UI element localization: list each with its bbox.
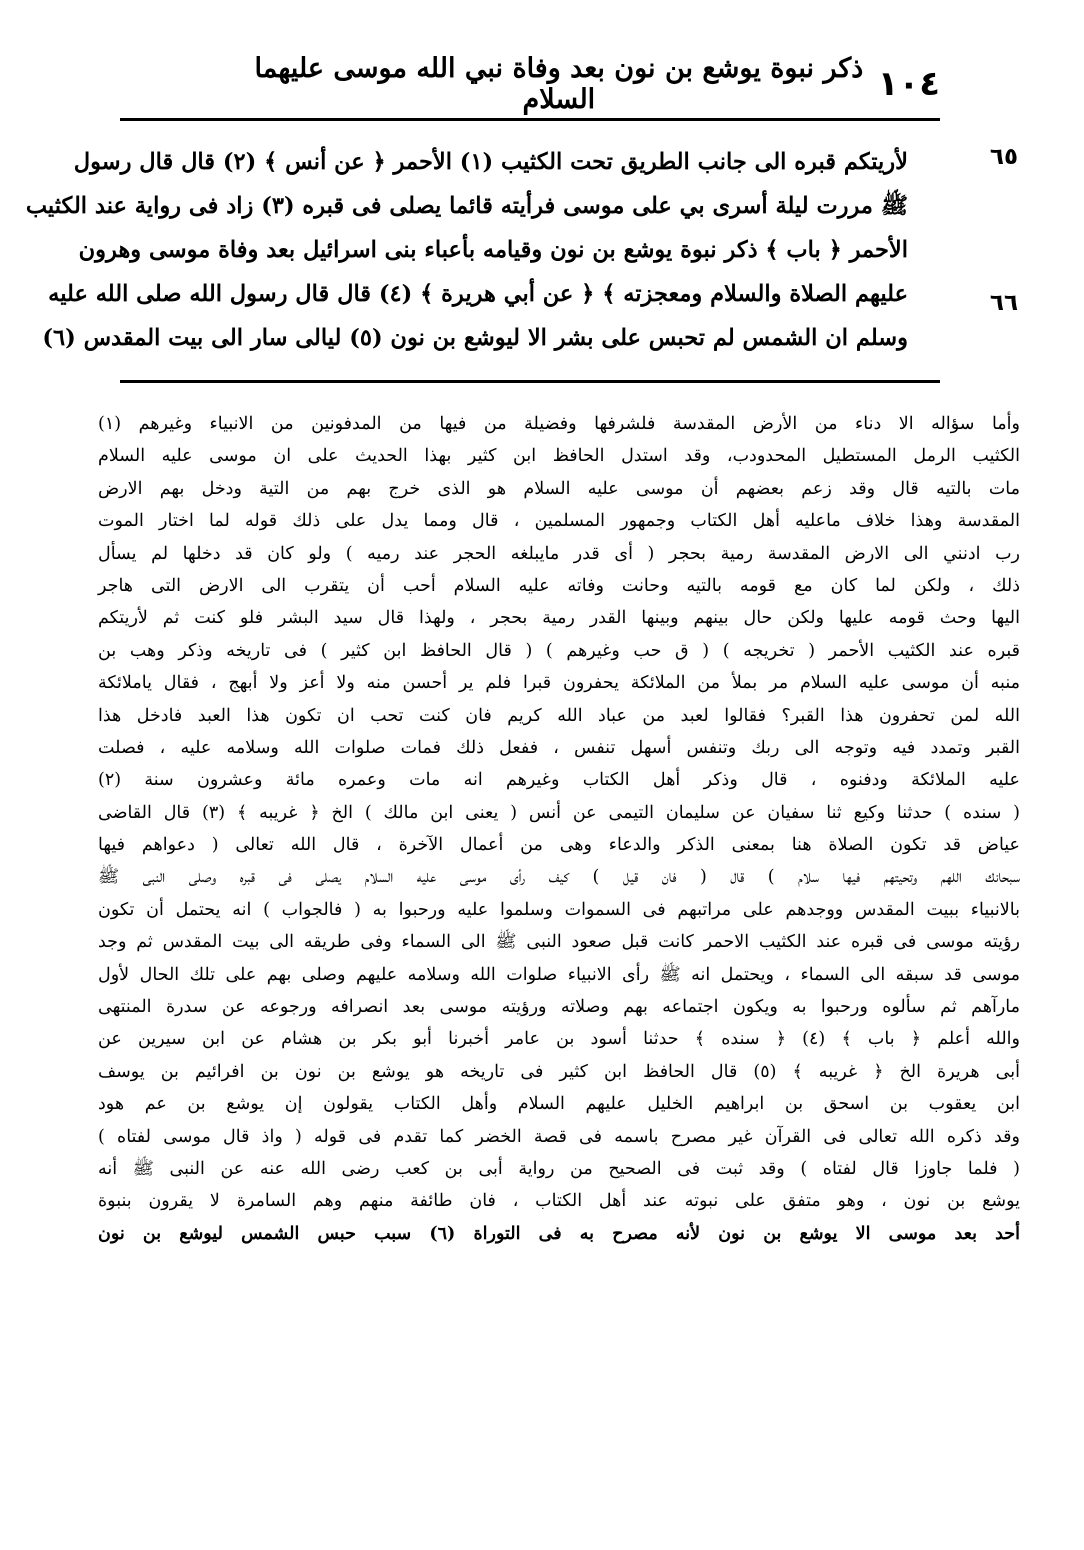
commentary-line: ( فلما جاوزا قال لفتاه ) وقد ثبت فى الصحيح من رواية أبى بن كعب رضى الله عنه عن النبى ﷺ أنه — [98, 1158, 1020, 1179]
commentary-line: الله لمن تحفرون هذا القبر؟ فقالوا لعبد من عباد الله كريم فان كنت تحب ان تكون هذا العبد فادخل هذا — [98, 705, 1020, 726]
commentary-line: أحد بعد موسى الا يوشع بن نون لأنه مصرح به فى التوراة (٦) سبب حبس الشمس ليوشع بن نون — [98, 1223, 1020, 1244]
commentary-line: ابن يعقوب بن اسحق بن ابراهيم الخليل عليهم السلام وأهل الكتاب يقولون إن يوشع بن عم هود — [98, 1094, 1020, 1115]
page-number: ١٠٤ — [877, 64, 940, 104]
commentary-line: والله أعلم ﴿ باب ﴾ (٤) ﴿ سنده ﴾ حدثنا أسود بن عامر أخبرنا أبو بكر بن هشام عن ابن سيرين عن — [98, 1029, 1020, 1050]
commentary-line: سبحانك اللهم وتحيتهم فيها سلام ) قال ( فان قيل ) كيف رأى موسى عليه السلام يصلى فى قبره وصلى النبى ﷺ — [98, 867, 1020, 888]
commentary-line: موسى قد سبقه الى السماء ، ويحتمل انه ﷺ رأى الانبياء صلوات الله وسلامه عليهم وصلى بهم على تلك الحال لأول — [98, 964, 1020, 985]
hadith-text — [25, 140, 908, 360]
commentary-line: وقد ذكره الله تعالى فى القرآن غير مصرح باسمه فى قصة الخضر كما تقدم فى قوله ( واذ قال موسى لفتاه ) — [98, 1126, 1020, 1147]
commentary-line: مات بالتيه قال وقد زعم بعضهم أن موسى عليه السلام هو الذى خرج بهم من التية ودخل بهم الارض — [98, 478, 1020, 499]
commentary-line: المقدسة وهذا خلاف ماعليه أهل الكتاب وجمهور المسلمين ، قال ومما يدل على ذلك قوله لما اختار الموت — [98, 511, 1020, 532]
commentary-line: اليها وحث قومه عليها ولكن حال بينهم وبينها القدر رمية بحجر ، ولهذا قال سيد البشر فلو كنت ثم لأريتكم — [98, 608, 1020, 629]
hadith-number: ٦٥ — [989, 144, 1018, 170]
commentary-text — [98, 408, 1020, 1250]
commentary-line: القبر وتمدد فيه وتوجه الى ربك وتنفس أسهل تنفس ، ففعل ذلك فمات صلوات الله وسلامه عليه ، فصلت — [98, 737, 1020, 758]
running-title: ذكر نبوة يوشع بن نون بعد وفاة نبي الله موسى عليهما السلام — [254, 53, 864, 115]
commentary-line: مارآهم ثم سألوه ورحبوا به ويكون اجتماعه بهم وصلاته ورؤيته موسى بعد انصرافه ورجوعه عن سدرة المنتهى — [98, 997, 1020, 1018]
commentary-line: ذلك ، ولكن لما كان مع قومه بالتيه وحانت وفاته عليه السلام أحب أن يتقرب الى الارض التى هاجر — [98, 575, 1020, 596]
commentary-line: قبره عند الكثيب الأحمر ( تخريجه ) ( ق حب وغيرهم ) ( قال الحافظ ابن كثير ) فى تاريخه وذكر وهب بن — [98, 640, 1020, 661]
commentary-line: الكثيب الرمل المستطيل المحدودب، وقد استدل الحافظ ابن كثير بهذا الحديث على ان موسى عليه السلام — [98, 446, 1020, 467]
commentary-line: عياض قد تكون الصلاة هنا بمعنى الذكر والدعاء وهى من أعمال الآخرة ، قال الله تعالى ( دعواهم فيها — [98, 835, 1020, 856]
commentary-line: وأما سؤاله الا دناء من الأرض المقدسة فلشرفها وفضيلة من فيها من المدفونين من الانبياء وغيرهم (١) — [98, 414, 1020, 434]
hadith-line: وسلم ان الشمس لم تحبس على بشر الا ليوشع بن نون (٥) ليالى سار الى بيت المقدس (٦) — [42, 325, 908, 351]
commentary-line: أبى هريرة الخ ﴿ غريبه ﴾ (٥) قال الحافظ ابن كثير فى تاريخه هو يوشع بن نون بن افرائيم بن يوسف — [98, 1061, 1020, 1082]
hadith-line: عليهم الصلاة والسلام ومعجزته ﴾ ﴿ عن أبي هريرة ﴾ (٤) قال قال رسول الله صلى الله عليه — [48, 281, 908, 307]
commentary-line: رب ادنني الى الارض المقدسة رمية بحجر ( أى قدر مايبلغه الحجر عند رميه ) ولو كان قد دخلها لم يسأل — [98, 543, 1020, 564]
hadith-line: الأحمر ﴿ باب ﴾ ذكر نبوة يوشع بن نون وقيامه بأعباء بنى اسرائيل بعد وفاة موسى وهرون — [78, 237, 908, 263]
commentary-line: عليه الملائكة ودفنوه ، قال وذكر أهل الكتاب وغيرهم انه مات وعمره مائة وعشرون سنة (٢) — [98, 770, 1020, 791]
header-divider — [120, 118, 940, 121]
commentary-line: يوشع بن نون ، وهو متفق على نبوته عند أهل الكتاب ، فان طائفة منهم وهم السامرة لا يقرون بنبوة — [98, 1191, 1020, 1212]
page-header — [120, 53, 940, 115]
section-divider — [120, 380, 940, 383]
commentary-line: رؤيته موسى فى قبره عند الكثيب الاحمر كانت قبل صعود النبى ﷺ الى السماء وفى طريقه الى بيت المقدس ثم وجد — [98, 932, 1020, 953]
hadith-line: ﷺ مررت ليلة أسرى بي على موسى فرأيته قائما يصلى فى قبره (٣) زاد فى رواية عند الكثيب — [25, 193, 908, 219]
hadith-line: لأريتكم قبره الى جانب الطريق تحت الكثيب (١) الأحمر ﴿ عن أنس ﴾ (٢) قال قال رسول — [73, 149, 908, 175]
hadith-number: ٦٦ — [989, 290, 1018, 316]
commentary-line: منبه أن موسى عليه السلام مر بملأ من الملائكة يحفرون قبرا فلم ير أحسن منه ولا أعز ولا أبهج ، فقال ياملائكة — [98, 673, 1020, 694]
commentary-line: ( سنده ) حدثنا وكيع ثنا سفيان عن سليمان التيمى عن أنس ( يعنى ابن مالك ) الخ ﴿ غريبه ﴾ (٣) قال القاضى — [98, 802, 1020, 823]
commentary-line: بالانبياء ببيت المقدس ووجدهم على مراتبهم فى السموات وسلموا عليه ورحبوا به ( فالجواب ) انه يحتمل أن تكون — [98, 899, 1020, 920]
